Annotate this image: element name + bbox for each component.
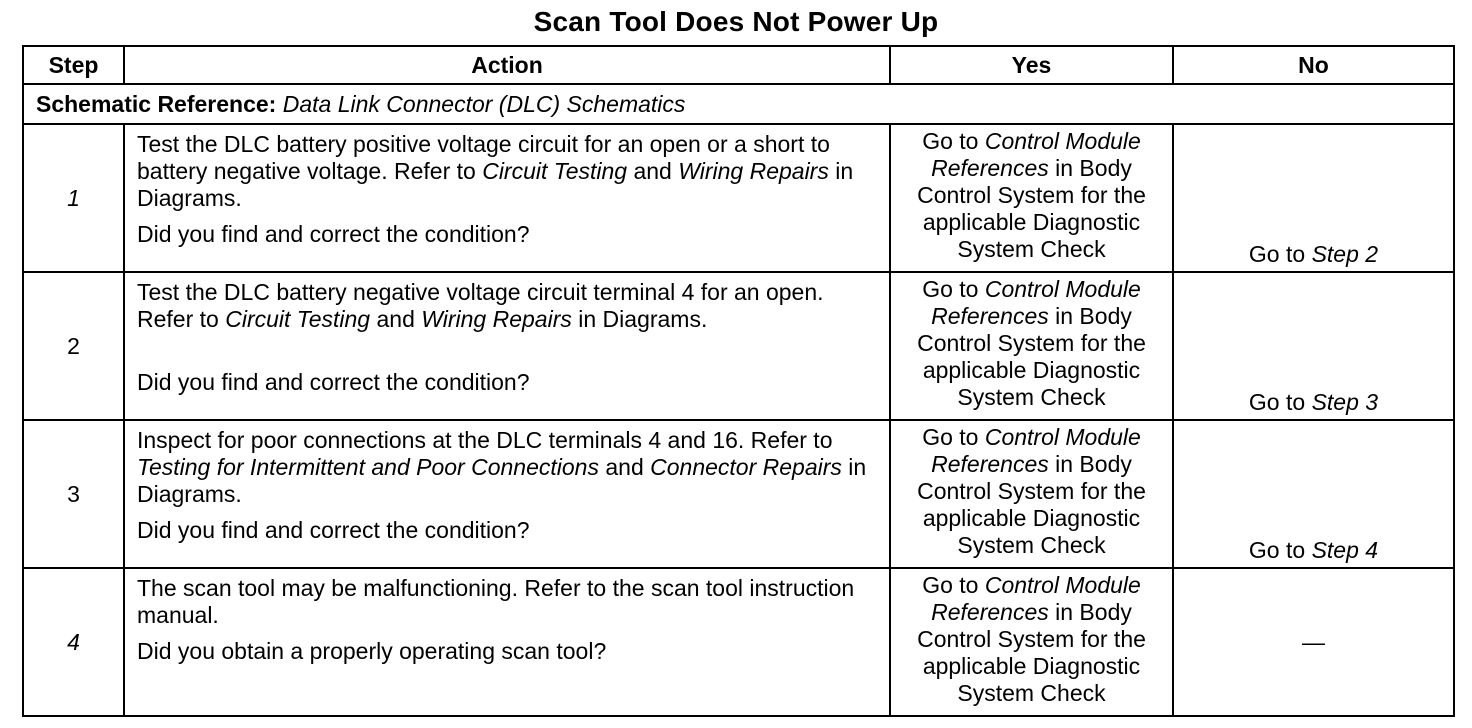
control-module-references-link[interactable]: References: [931, 155, 1049, 181]
control-module-references-link[interactable]: References: [931, 451, 1049, 477]
document-title: Scan Tool Does Not Power Up: [533, 6, 939, 37]
control-module-references-link[interactable]: Control Module: [984, 424, 1141, 450]
schematic-reference: [23, 84, 1454, 124]
action-text: Inspect for poor connections at the DLC terminals 4 and 16. Refer to: [137, 427, 833, 453]
table-row: [23, 568, 1454, 716]
yes-cell: Go to Control Module References in Body Control System for the applicable Diagnostic System Check: [890, 420, 1173, 568]
schematic-reference-link[interactable]: Data Link Connector (DLC) Schematics: [282, 90, 686, 117]
go-to-step-link[interactable]: Step 3: [1311, 389, 1379, 415]
action-cell: [124, 568, 890, 716]
control-module-references-link[interactable]: References: [931, 303, 1049, 329]
yes-cell: Go to Control Module References in Body Control System for the applicable Diagnostic System Check: [890, 272, 1173, 420]
action-text: The scan tool may be malfunctioning. Refer to the scan tool instruction manual.: [137, 575, 855, 628]
intermittent-connections-link[interactable]: Testing for Intermittent and Poor Connections: [137, 454, 599, 480]
schematic-reference-label: Schematic Reference:: [36, 90, 277, 117]
go-to-step-link[interactable]: Step 4: [1311, 537, 1379, 563]
control-module-references-link[interactable]: Control Module: [984, 572, 1141, 598]
no-cell: Go to Step 3: [1173, 272, 1454, 420]
action-question: Did you find and correct the condition?: [137, 221, 530, 247]
go-to-step-link[interactable]: Step 2: [1311, 241, 1379, 267]
yes-cell: Go to Control Module References in Body Control System for the applicable Diagnostic System Check: [890, 124, 1173, 272]
schematic-reference-row: [23, 84, 1454, 124]
wiring-repairs-link[interactable]: Wiring Repairs: [678, 158, 829, 184]
action-cell: Test the DLC battery positive voltage circuit for an open or a short to battery negative voltage. Refer to Circuit Testing and Wiring Repairs in Diagrams. Did you find and correct the condition?: [124, 124, 890, 272]
yes-cell: Go to Control Module References in Body Control System for the applicable Diagnostic System Check: [890, 568, 1173, 716]
no-cell: Go to Step 4: [1173, 420, 1454, 568]
table-row: [23, 124, 1454, 272]
step-number: 1: [23, 124, 124, 272]
step-number: 2: [23, 272, 124, 420]
column-header-action: Action: [124, 46, 890, 84]
table-row: [23, 420, 1454, 568]
circuit-testing-link[interactable]: Circuit Testing: [482, 158, 628, 184]
no-cell-dash: —: [1173, 568, 1454, 716]
action-question: Did you obtain a properly operating scan tool?: [137, 638, 607, 664]
action-text: Test the DLC battery positive voltage circuit for an open or a short to battery negative voltage. Refer to: [137, 131, 830, 184]
diagnostic-table: [22, 45, 1455, 717]
table-row: [23, 272, 1454, 420]
action-text: Test the DLC battery negative voltage circuit terminal 4 for an open. Refer to: [137, 279, 824, 332]
header-row: [23, 46, 1454, 84]
column-header-no: No: [1173, 46, 1454, 84]
control-module-references-link[interactable]: Control Module: [984, 276, 1141, 302]
action-cell: Inspect for poor connections at the DLC terminals 4 and 16. Refer to Testing for Intermittent and Poor Connections and Connector Repairs in Diagrams. Did you find and correct the condition?: [124, 420, 890, 568]
action-cell: Test the DLC battery negative voltage circuit terminal 4 for an open. Refer to Circuit Testing and Wiring Repairs in Diagrams. Did you find and correct the condition?: [124, 272, 890, 420]
action-question: Did you find and correct the condition?: [137, 517, 530, 543]
step-number: 3: [23, 420, 124, 568]
control-module-references-link[interactable]: References: [931, 599, 1049, 625]
no-cell: Go to Step 2: [1173, 124, 1454, 272]
circuit-testing-link[interactable]: Circuit Testing: [225, 306, 371, 332]
wiring-repairs-link[interactable]: Wiring Repairs: [421, 306, 572, 332]
column-header-yes: Yes: [890, 46, 1173, 84]
control-module-references-link[interactable]: Control Module: [984, 128, 1141, 154]
connector-repairs-link[interactable]: Connector Repairs: [650, 454, 842, 480]
step-number: 4: [23, 568, 124, 716]
column-header-step: Step: [23, 46, 124, 84]
action-question: Did you find and correct the condition?: [137, 369, 530, 395]
